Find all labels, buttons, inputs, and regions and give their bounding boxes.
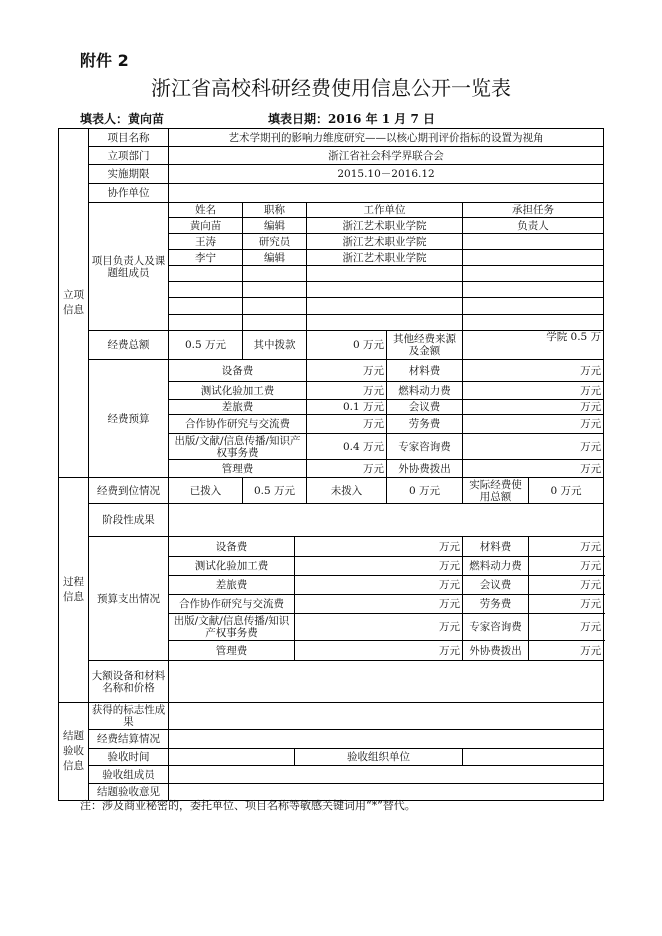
project-coop: [169, 184, 604, 203]
cell: 编辑: [243, 218, 307, 234]
budget-item: 管理费: [169, 460, 307, 478]
section-approval: 立项信息: [59, 129, 89, 478]
label: 其他经费来源及金额: [387, 331, 463, 360]
label: 经费预算: [89, 360, 169, 478]
budget-value: 0.1 万元: [307, 400, 387, 415]
spent-value: 万元: [295, 537, 463, 557]
budget-item: 测试化验加工费: [169, 382, 307, 400]
arrival-actual: 0 万元: [529, 478, 604, 504]
funding-total: 0.5 万元: [169, 331, 243, 360]
budget-value: 0.4 万元: [307, 434, 387, 460]
funding-alloc: 0 万元: [307, 331, 387, 360]
team-header: 姓名: [169, 203, 243, 218]
budget-item: 劳务费: [387, 415, 463, 434]
label: 阶段性成果: [89, 504, 169, 537]
budget-value: 万元: [463, 382, 604, 400]
project-period: 2015.10－2016.12: [169, 165, 604, 184]
spent-value: 万元: [295, 557, 463, 576]
label: 未拨入: [307, 478, 387, 504]
label: 实施期限: [89, 165, 169, 184]
project-dept: 浙江省社会科学界联合会: [169, 147, 604, 165]
filler: 填表人：黄向苗: [80, 112, 165, 126]
budget-item: 外协费拨出: [387, 460, 463, 478]
label: 经费总额: [89, 331, 169, 360]
label: 项目名称: [89, 129, 169, 147]
spent-item: 出版/文献/信息传播/知识产权事务费: [169, 614, 295, 641]
label: 经费结算情况: [89, 730, 169, 749]
cell: 李宁: [169, 250, 243, 266]
budget-value: 万元: [307, 360, 387, 382]
budget-item: 差旅费: [169, 400, 307, 415]
spent-item: 外协费拨出: [463, 641, 529, 661]
label: 项目负责人及课题组成员: [89, 203, 169, 331]
spent-item: 劳务费: [463, 595, 529, 614]
budget-value: 万元: [307, 460, 387, 478]
spent-value: 万元: [529, 595, 604, 614]
budget-item: 合作协作研究与交流费: [169, 415, 307, 434]
budget-item: 会议费: [387, 400, 463, 415]
page-title: 浙江省高校科研经费使用信息公开一览表: [151, 76, 511, 100]
spent-value: 万元: [529, 641, 604, 661]
budget-value: 万元: [463, 434, 604, 460]
budget-value: 万元: [463, 360, 604, 382]
budget-value: 万元: [463, 400, 604, 415]
budget-item: 专家咨询费: [387, 434, 463, 460]
arrival-pending: 0 万元: [387, 478, 463, 504]
cell: 黄向苗: [169, 218, 243, 234]
spent-item: 会议费: [463, 576, 529, 595]
spent-item: 材料费: [463, 537, 529, 557]
label: 验收时间: [89, 749, 169, 766]
label: 结题验收意见: [89, 784, 169, 801]
label: 其中拨款: [243, 331, 307, 360]
cell: [463, 250, 604, 266]
label: 立项部门: [89, 147, 169, 165]
cell: 负责人: [463, 218, 604, 234]
budget-value: 万元: [463, 415, 604, 434]
cell: [463, 234, 604, 250]
cell: 浙江艺术职业学院: [307, 234, 463, 250]
label: 经费到位情况: [89, 478, 169, 504]
cell: 编辑: [243, 250, 307, 266]
cell: 浙江艺术职业学院: [307, 218, 463, 234]
spent-value: 万元: [295, 641, 463, 661]
label: 验收组成员: [89, 766, 169, 784]
team-header: 工作单位: [307, 203, 463, 218]
cell: 王涛: [169, 234, 243, 250]
spent-item: 差旅费: [169, 576, 295, 595]
funding-other: 学院 0.5 万: [463, 331, 604, 360]
spent-item: 测试化验加工费: [169, 557, 295, 576]
spent-value: 万元: [529, 614, 604, 641]
label: 获得的标志性成果: [89, 703, 169, 730]
team-header: 承担任务: [463, 203, 604, 218]
spent-item: 设备费: [169, 537, 295, 557]
budget-item: 材料费: [387, 360, 463, 382]
project-name: 艺术学期刊的影响力维度研究——以核心期刊评价指标的设置为视角: [169, 129, 604, 147]
spent-value: 万元: [529, 557, 604, 576]
team-header: 职称: [243, 203, 307, 218]
budget-item: 出版/文献/信息传播/知识产权事务费: [169, 434, 307, 460]
label: 实际经费使用总额: [463, 478, 529, 504]
arrival-received: 0.5 万元: [243, 478, 307, 504]
budget-item: 设备费: [169, 360, 307, 382]
footnote: 注：涉及商业秘密的，委托单位、项目名称等敏感关键词用“*”替代。: [80, 799, 416, 812]
budget-value: 万元: [463, 460, 604, 478]
attachment-label: 附件 2: [80, 51, 129, 70]
spent-item: 管理费: [169, 641, 295, 661]
label: 预算支出情况: [89, 537, 169, 661]
spent-value: 万元: [529, 537, 604, 557]
budget-value: 万元: [307, 415, 387, 434]
spent-item: 专家咨询费: [463, 614, 529, 641]
spent-item: 燃料动力费: [463, 557, 529, 576]
cell: 研究员: [243, 234, 307, 250]
budget-value: 万元: [307, 382, 387, 400]
spent-value: 万元: [529, 576, 604, 595]
spent-value: 万元: [295, 595, 463, 614]
label: 已拨入: [169, 478, 243, 504]
spent-value: 万元: [295, 614, 463, 641]
label: 协作单位: [89, 184, 169, 203]
label: 大额设备和材料名称和价格: [89, 661, 169, 703]
budget-item: 燃料动力费: [387, 382, 463, 400]
section-acceptance: 结题验收信息: [59, 703, 89, 801]
fill-date: 填表日期：2016 年 1 月 7 日: [268, 112, 435, 126]
spent-value: 万元: [295, 576, 463, 595]
spent-item: 合作协作研究与交流费: [169, 595, 295, 614]
info-table: [58, 128, 604, 801]
label: 验收组织单位: [295, 749, 463, 766]
cell: 浙江艺术职业学院: [307, 250, 463, 266]
section-process: 过程信息: [59, 478, 89, 703]
